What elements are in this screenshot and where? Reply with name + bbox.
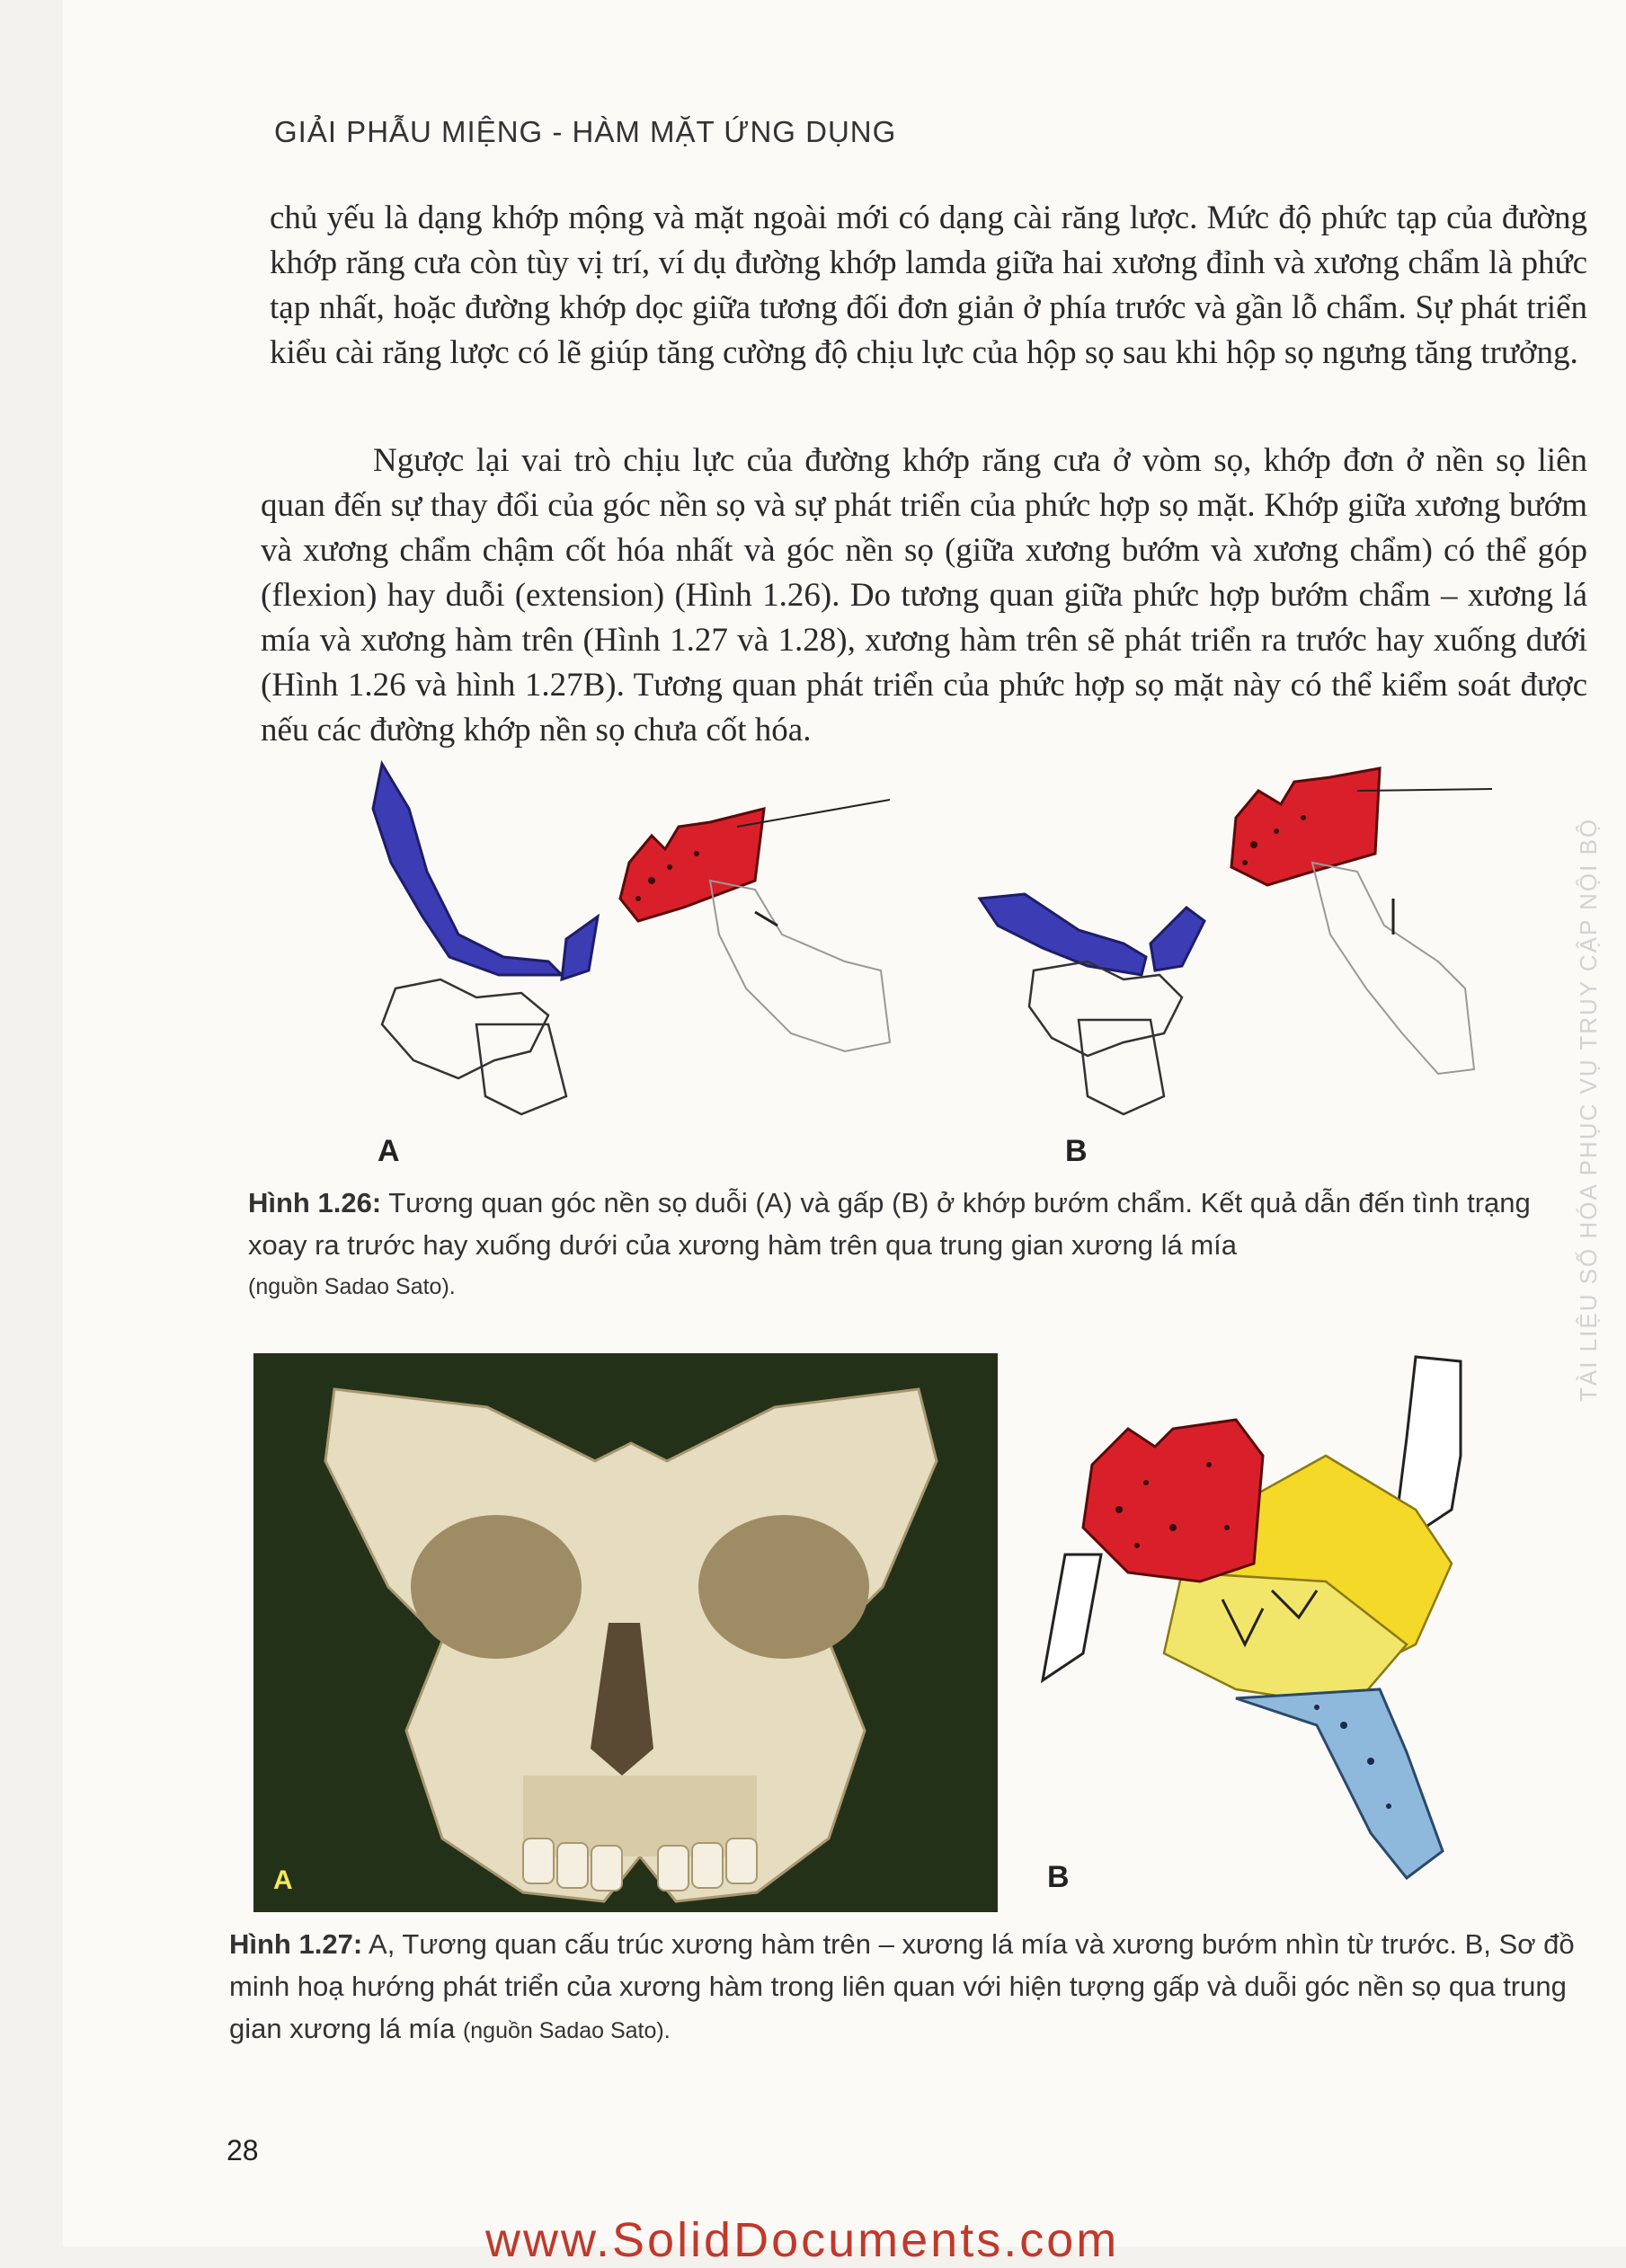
figure-126-caption <box>248 1182 1578 1308</box>
figure-126a-diagram <box>342 755 917 1123</box>
figure-127a-photo <box>253 1353 998 1912</box>
figure-127-caption-number: Hình 1.27: <box>229 1928 363 1960</box>
figure-126-caption-number: Hình 1.26: <box>248 1187 382 1218</box>
figure-126-caption-source: (nguồn Sadao Sato). <box>248 1274 456 1299</box>
figure-127b-label: B <box>1047 1860 1070 1894</box>
paragraph-1: chủ yếu là dạng khớp mộng và mặt ngoài mới có dạng cài răng lược. Mức độ phức tạp của đường khớp răng cưa còn tùy vị trí, ví dụ đường khớp lamda giữa hai xương đỉnh và xương chẩm là phức tạp nhất, hoặc đường khớp dọc giữa tương đối đơn giản ở phía trước và gần lỗ chẩm. Sự phát triển kiểu cài răng lược có lẽ giúp tăng cường độ chịu lực của hộp sọ sau khi hộp sọ ngưng tăng trưởng. <box>270 199 1587 371</box>
figure-127b-diagram <box>1029 1348 1533 1905</box>
running-header: GIẢI PHẪU MIỆNG - HÀM MẶT ỨNG DỤNG <box>274 115 897 148</box>
figure-126a-label: A <box>378 1134 400 1168</box>
figure-127-caption-source: (nguồn Sadao Sato). <box>462 2018 671 2043</box>
figure-126b-label: B <box>1065 1134 1088 1168</box>
figure-126b-diagram <box>971 764 1510 1123</box>
figure-126-caption-text: Tương quan góc nền sọ duỗi (A) và gấp (B) ở khớp bướm chẩm. Kết quả dẫn đến tình trạng xoay ra trước hay xuống dưới của xương hàm trên qua trung gian xương lá mía <box>248 1187 1531 1261</box>
paragraph-2: Ngược lại vai trò chịu lực của đường khớp răng cưa ở vòm sọ, khớp đơn ở nền sọ liên quan đến sự thay đổi của góc nền sọ và sự phát triển của phức hợp sọ mặt. Khớp giữa xương bướm và xương chẩm chậm cốt hóa nhất và góc nền sọ (giữa xương bướm và xương chẩm) có thể góp (flexion) hay duỗi (extension) (Hình 1.26). Do tương quan giữa phức hợp bướm chẩm – xương lá mía và xương hàm trên (Hình 1.27 và 1.28), xương hàm trên sẽ phát triển ra trước hay xuống dưới (Hình 1.26 và hình 1.27B). Tương quan phát triển của phức hợp sọ mặt này có thể kiểm soát được nếu các đường khớp nền sọ chưa cốt hóa. <box>261 442 1587 749</box>
footer-website: www.SolidDocuments.com <box>485 2213 1120 2267</box>
figure-127-caption <box>229 1923 1577 2052</box>
figure-127-caption-text: A, Tương quan cấu trúc xương hàm trên – xương lá mía và xương bướm nhìn từ trước. B, Sơ đồ minh hoạ hướng phát triển của xương hàm trong liên quan với hiện tượng gấp và duỗi góc nền sọ qua trung gian xương lá mía <box>229 1928 1575 2044</box>
figure-127a-label: A <box>273 1865 293 1895</box>
side-watermark: TÀI LIỆU SỐ HÓA PHỤC VỤ TRUY CẬP NỘI BỘ <box>1575 817 1602 1402</box>
page-number: 28 <box>227 2134 259 2166</box>
